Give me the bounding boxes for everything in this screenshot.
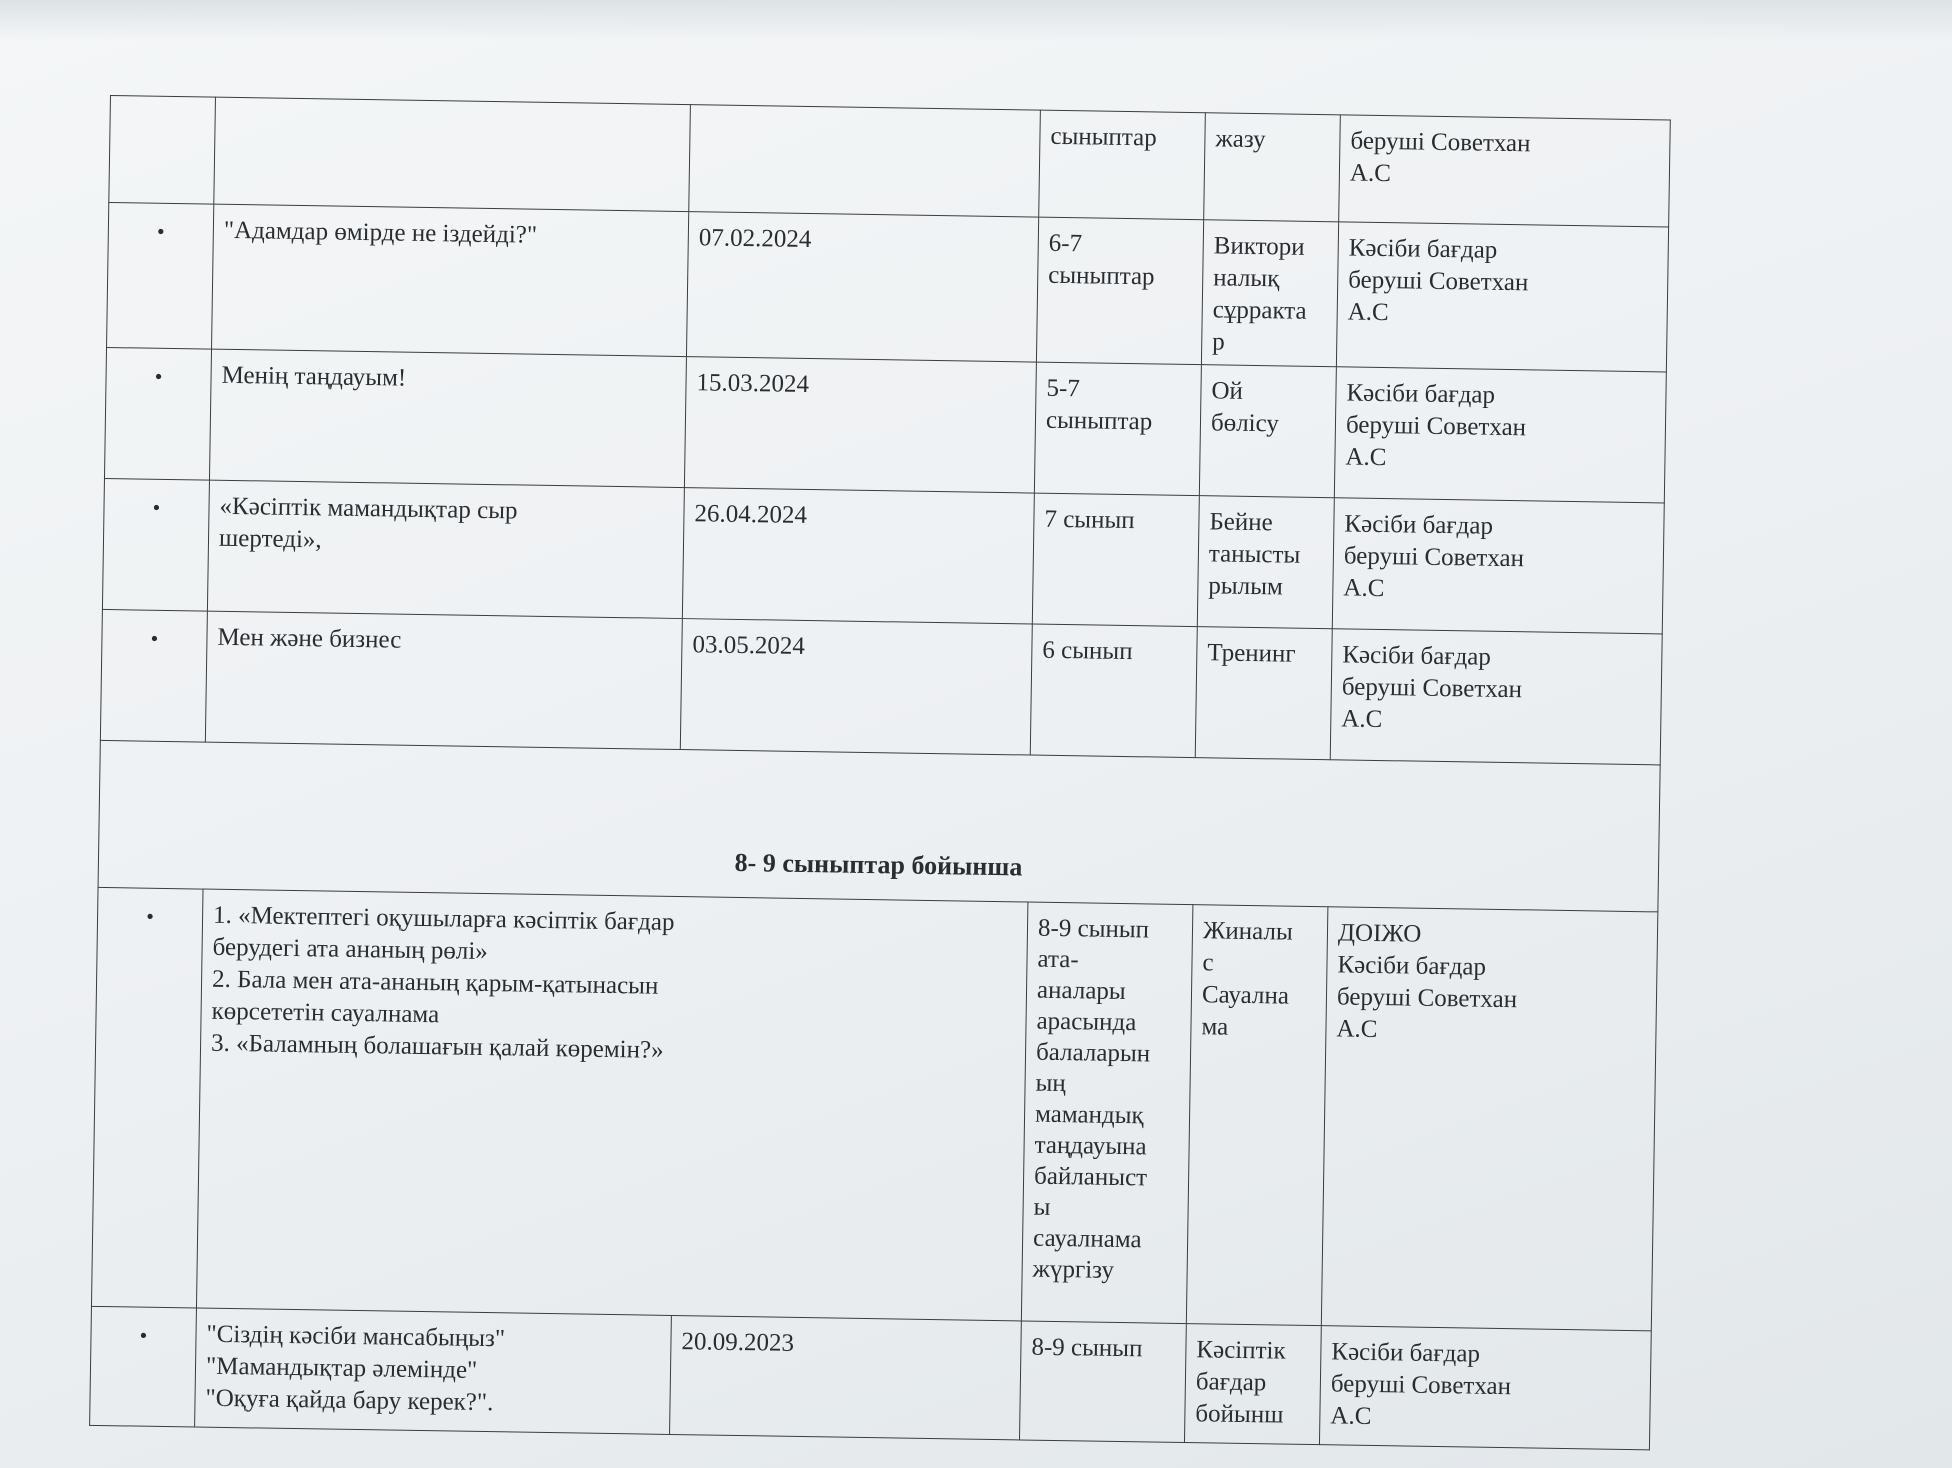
date-cell: 20.09.2023 [670, 1315, 1022, 1439]
classes-cell: 5-7 сыныптар [1034, 362, 1201, 496]
classes-cell: 7 сынып [1032, 493, 1199, 627]
bullet-cell: • [100, 609, 207, 742]
table-row [100, 609, 1662, 764]
responsible-cell: ДОІЖО Кәсіби бағдар беруші Советхан А.С [1321, 907, 1658, 1331]
date-cell: 03.05.2024 [680, 619, 1032, 755]
classes-cell: 8-9 сынып [1019, 1321, 1186, 1443]
document-page [90, 95, 1670, 1430]
section-heading: 8- 9 сыныптар бойынша [98, 740, 1660, 911]
table-row [91, 887, 1657, 1330]
title-cell: «Кәсіптік мамандықтар сыр шертеді», [207, 480, 684, 618]
page-edge-shadow [0, 0, 1952, 40]
date-cell: 07.02.2024 [686, 212, 1038, 362]
format-cell: жазу [1204, 113, 1341, 222]
date-cell [689, 105, 1041, 217]
format-cell: Жиналы с Сауална ма [1186, 905, 1328, 1326]
classes-cell: сыныптар [1039, 110, 1206, 220]
title-cell: 1. «Мектептегі оқушыларға кәсіптік бағдар берудегі ата ананың рөлі» 2. Бала мен ата-ананың қарым-қатынасын көрсететін сауалнама 3. «Баламның болашағын қалай көремін?» [196, 889, 1027, 1321]
date-cell: 26.04.2024 [682, 488, 1034, 624]
title-cell: "Сіздің кәсіби мансабыңыз" "Мамандықтар әлемінде" "Оқуға қайда бару керек?". [195, 1308, 672, 1434]
bullet-cell: • [91, 887, 203, 1308]
format-cell: Кәсіптік бағдар бойынш [1184, 1324, 1321, 1445]
title-cell [214, 97, 691, 211]
classes-cell: 6 сынып [1030, 624, 1197, 758]
classes-cell: 8-9 сынып ата- аналары арасында балаларын ың мамандық таңдауына байланыст ы сауалнама жүргізу [1021, 902, 1193, 1324]
responsible-cell: Кәсіби бағдар беруші Советхан А.С [1336, 222, 1668, 372]
table-row [90, 1306, 1652, 1449]
title-cell: "Адамдар өмірде не іздейді?" [212, 204, 689, 356]
responsible-cell: беруші Советхан А.С [1339, 115, 1671, 227]
table-row [102, 478, 1664, 633]
bullet-cell: • [104, 347, 211, 480]
format-cell: Тренинг [1195, 627, 1332, 760]
section-row [98, 740, 1660, 911]
bullet-cell: • [107, 202, 214, 349]
bullet-cell: • [90, 1306, 197, 1427]
title-cell: Менің таңдауым! [209, 349, 686, 487]
format-cell: Виктори налық сұрракта р [1201, 220, 1338, 367]
date-cell: 15.03.2024 [684, 357, 1036, 493]
responsible-cell: Кәсіби бағдар беруші Советхан А.С [1332, 498, 1664, 634]
format-cell: Бейне таныcты рылым [1197, 496, 1334, 629]
responsible-cell: Кәсіби бағдар беруші Советхан А.С [1334, 367, 1666, 503]
classes-cell: 6-7 сыныптар [1036, 217, 1203, 365]
events-table [89, 95, 1671, 1450]
title-cell: Мен және бизнес [205, 611, 682, 749]
table-row [104, 347, 1666, 502]
bullet-cell [109, 96, 216, 205]
table-row [107, 202, 1669, 371]
responsible-cell: Кәсіби бағдар беруші Советхан А.С [1319, 1326, 1651, 1450]
responsible-cell: Кәсіби бағдар беруші Советхан А.С [1330, 629, 1662, 765]
bullet-cell: • [102, 478, 209, 611]
format-cell: Ой бөлісу [1199, 365, 1336, 498]
